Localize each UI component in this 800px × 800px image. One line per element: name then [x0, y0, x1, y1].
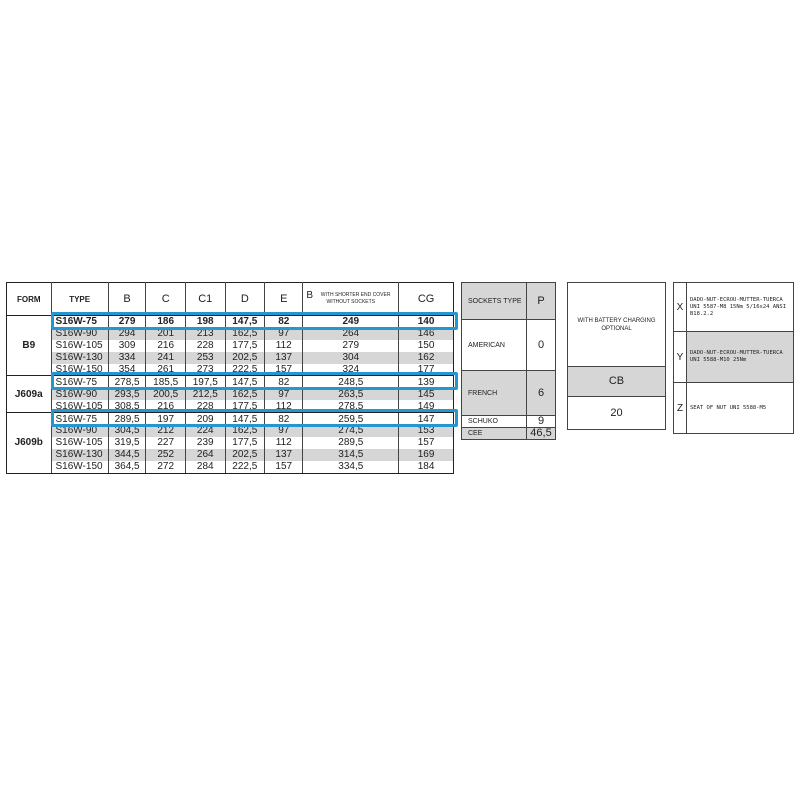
table-row [7, 400, 454, 412]
cell-e: 97 [265, 388, 303, 400]
cell-c: 212 [146, 425, 186, 437]
socket-type: AMERICAN [462, 320, 527, 371]
cell-d: 177,5 [225, 400, 265, 412]
cell-b2: 279 [303, 340, 399, 352]
cell-e: 97 [265, 425, 303, 437]
cell-cg: 140 [417, 316, 435, 328]
table-row [7, 461, 454, 473]
cell-e: 157 [265, 364, 303, 376]
table-row [7, 449, 454, 461]
cell-d: 222,5 [225, 364, 265, 376]
sockets-header [462, 283, 556, 320]
table-row [7, 352, 454, 364]
cell-c1: 273 [185, 364, 225, 376]
socket-type: FRENCH [462, 371, 527, 416]
nut-letter: X [674, 283, 687, 332]
charging-table [567, 282, 666, 430]
nut-description: DADO-NUT-ECROU-MUTTER-TUERCA UNI 5587-M8 15Nm 5/16x24 ANSI B18.2.2 [687, 283, 794, 332]
table-row [7, 413, 454, 425]
cell-e: 97 [265, 328, 303, 340]
sockets-table [461, 282, 556, 440]
dimension-table [6, 282, 454, 474]
table-row [7, 328, 454, 340]
cell-c1: 284 [185, 461, 225, 473]
nut-description: DADO-NUT-ECROU-MUTTER-TUERCA UNI 5588-M10 25Nm [687, 332, 794, 383]
header-d: D [225, 283, 265, 316]
cell-cg: 177 [399, 364, 454, 376]
cell-c: 200,5 [146, 388, 186, 400]
cell-c1: 198 [185, 316, 225, 328]
cell-type: S16W-105 [51, 400, 108, 412]
cell-c1: 209 [185, 413, 225, 425]
cell-c1: 224 [185, 425, 225, 437]
cell-c1: 197,5 [185, 376, 225, 388]
form-cell: J609b [7, 413, 52, 473]
cell-b: 344,5 [108, 449, 146, 461]
nut-row [674, 283, 794, 332]
socket-value: 9 [527, 416, 556, 428]
sockets-p-header: P [527, 283, 556, 320]
cell-b2: 278,5 [303, 400, 399, 412]
cell-cg: 150 [417, 340, 435, 352]
cell-e: 137 [265, 352, 303, 364]
cell-type: S16W-90 [51, 388, 108, 400]
table-row [7, 376, 454, 388]
socket-type: CEE [462, 428, 527, 440]
header-form: FORM [7, 283, 52, 316]
cell-d: 162,5 [225, 388, 265, 400]
cell-cg: 149 [399, 400, 454, 412]
cell-c1: 228 [185, 340, 225, 352]
nut-row [674, 383, 794, 434]
cell-b2: 314,5 [303, 449, 399, 461]
cell-cg: 145 [399, 388, 454, 400]
cell-type: S16W-75 [51, 316, 108, 328]
cell-e: 112 [265, 400, 303, 412]
cell-b: 278,5 [108, 376, 146, 388]
charging-header: CB [568, 367, 666, 397]
cell-e: 82 [265, 413, 303, 425]
cell-cg: 162 [399, 352, 454, 364]
socket-value: 46,5 [527, 428, 556, 440]
charging-value: 20 [610, 406, 623, 419]
dimension-table-header [7, 283, 454, 316]
cell-type: S16W-105 [51, 437, 108, 449]
cell-b: 354 [108, 364, 146, 376]
table-row [7, 340, 454, 352]
nut-letter: Z [674, 383, 687, 434]
form-cell: B9 [7, 316, 52, 376]
cell-c: 185,5 [146, 376, 186, 388]
cell-b: 289,5 [108, 413, 146, 425]
cell-b2: 324 [303, 364, 399, 376]
table-row [7, 316, 454, 328]
cell-b: 319,5 [108, 437, 146, 449]
cell-cg: 153 [399, 425, 454, 437]
cell-c1: 253 [185, 352, 225, 364]
cell-e: 137 [265, 449, 303, 461]
cell-b2: 264 [303, 328, 399, 340]
nut-description: SEAT OF NUT UNI 5588-M5 [687, 383, 794, 434]
cell-d: 202,5 [225, 352, 265, 364]
cell-b: 309 [108, 340, 146, 352]
cell-d: 177,5 [225, 437, 265, 449]
cell-type: S16W-150 [51, 364, 108, 376]
header-cg: CG [399, 283, 454, 316]
socket-row [462, 428, 556, 440]
socket-value: 0 [527, 320, 556, 371]
cell-cg: 146 [399, 328, 454, 340]
cell-c: 261 [146, 364, 186, 376]
cell-b2: 249 [303, 316, 399, 328]
cell-b: 294 [108, 328, 146, 340]
socket-value: 6 [527, 371, 556, 416]
cell-c: 227 [146, 437, 186, 449]
cell-c1: 212,5 [185, 388, 225, 400]
cell-b2: 289,5 [303, 437, 399, 449]
charging-title: WITH BATTERY CHARGING OPTIONAL [568, 283, 666, 367]
cell-c: 241 [146, 352, 186, 364]
cell-c1: 213 [185, 328, 225, 340]
cell-b: 279 [108, 316, 146, 328]
header-b2-note: WITH SHORTER END COVER WITHOUT SOCKETS [320, 292, 391, 305]
cell-d: 162,5 [225, 328, 265, 340]
cell-c1: 228 [185, 400, 225, 412]
cell-b2: 274,5 [303, 425, 399, 437]
cell-cg: 157 [417, 437, 435, 449]
cell-b: 334 [108, 352, 146, 364]
cell-c1: 239 [185, 437, 225, 449]
cell-b2: 263,5 [303, 388, 399, 400]
form-cell: J609a [7, 376, 52, 413]
cell-c: 201 [146, 328, 186, 340]
header-b: B [108, 283, 146, 316]
cell-type: S16W-90 [51, 328, 108, 340]
table-row [7, 364, 454, 376]
cell-e: 82 [265, 376, 303, 388]
cell-b2: 248,5 [303, 376, 399, 388]
cell-b: 364,5 [108, 461, 146, 473]
cell-type: S16W-130 [51, 449, 108, 461]
cell-b2: 304 [303, 352, 399, 364]
nut-row [674, 332, 794, 383]
cell-type: S16W-75 [51, 413, 108, 425]
cell-d: 202,5 [225, 449, 265, 461]
cell-c: 186 [146, 316, 186, 328]
socket-type: SCHUKO [462, 416, 527, 428]
socket-row [462, 320, 556, 371]
header-b-shorter-end [303, 283, 399, 316]
cell-type: S16W-130 [51, 352, 108, 364]
header-e: E [265, 283, 303, 316]
nut-table [673, 282, 794, 434]
socket-row [462, 371, 556, 416]
cell-e: 82 [265, 316, 303, 328]
cell-b: 304,5 [108, 425, 146, 437]
cell-c1: 264 [185, 449, 225, 461]
header-type: TYPE [51, 283, 108, 316]
cell-d: 222,5 [225, 461, 265, 473]
cell-d: 147,5 [225, 376, 265, 388]
cell-b: 308,5 [108, 400, 146, 412]
cell-b2: 259,5 [303, 413, 399, 425]
cell-c: 252 [146, 449, 186, 461]
cell-c: 216 [146, 400, 186, 412]
cell-c: 216 [146, 340, 186, 352]
header-c1: C1 [185, 283, 225, 316]
table-row [7, 437, 454, 449]
cell-d: 147,5 [225, 316, 265, 328]
cell-type: S16W-90 [51, 425, 108, 437]
table-row [7, 388, 454, 400]
cell-d: 177,5 [225, 340, 265, 352]
cell-b: 293,5 [108, 388, 146, 400]
cell-cg: 184 [399, 461, 454, 473]
cell-e: 112 [265, 340, 303, 352]
socket-row [462, 416, 556, 428]
header-c: C [146, 283, 186, 316]
cell-b2: 334,5 [303, 461, 399, 473]
cell-type: S16W-105 [51, 340, 108, 352]
cell-c: 197 [146, 413, 186, 425]
sockets-type-header: SOCKETS TYPE [462, 283, 527, 320]
cell-cg: 139 [417, 376, 435, 388]
header-b2-letter: B [306, 290, 314, 301]
nut-letter: Y [674, 332, 687, 383]
cell-type: S16W-150 [51, 461, 108, 473]
table-row [7, 425, 454, 437]
cell-e: 112 [265, 437, 303, 449]
cell-c: 272 [146, 461, 186, 473]
cell-e: 157 [265, 461, 303, 473]
cell-cg: 147 [417, 413, 435, 425]
cell-d: 162,5 [225, 425, 265, 437]
cell-type: S16W-75 [51, 376, 108, 388]
cell-d: 147,5 [225, 413, 265, 425]
cell-cg: 169 [399, 449, 454, 461]
